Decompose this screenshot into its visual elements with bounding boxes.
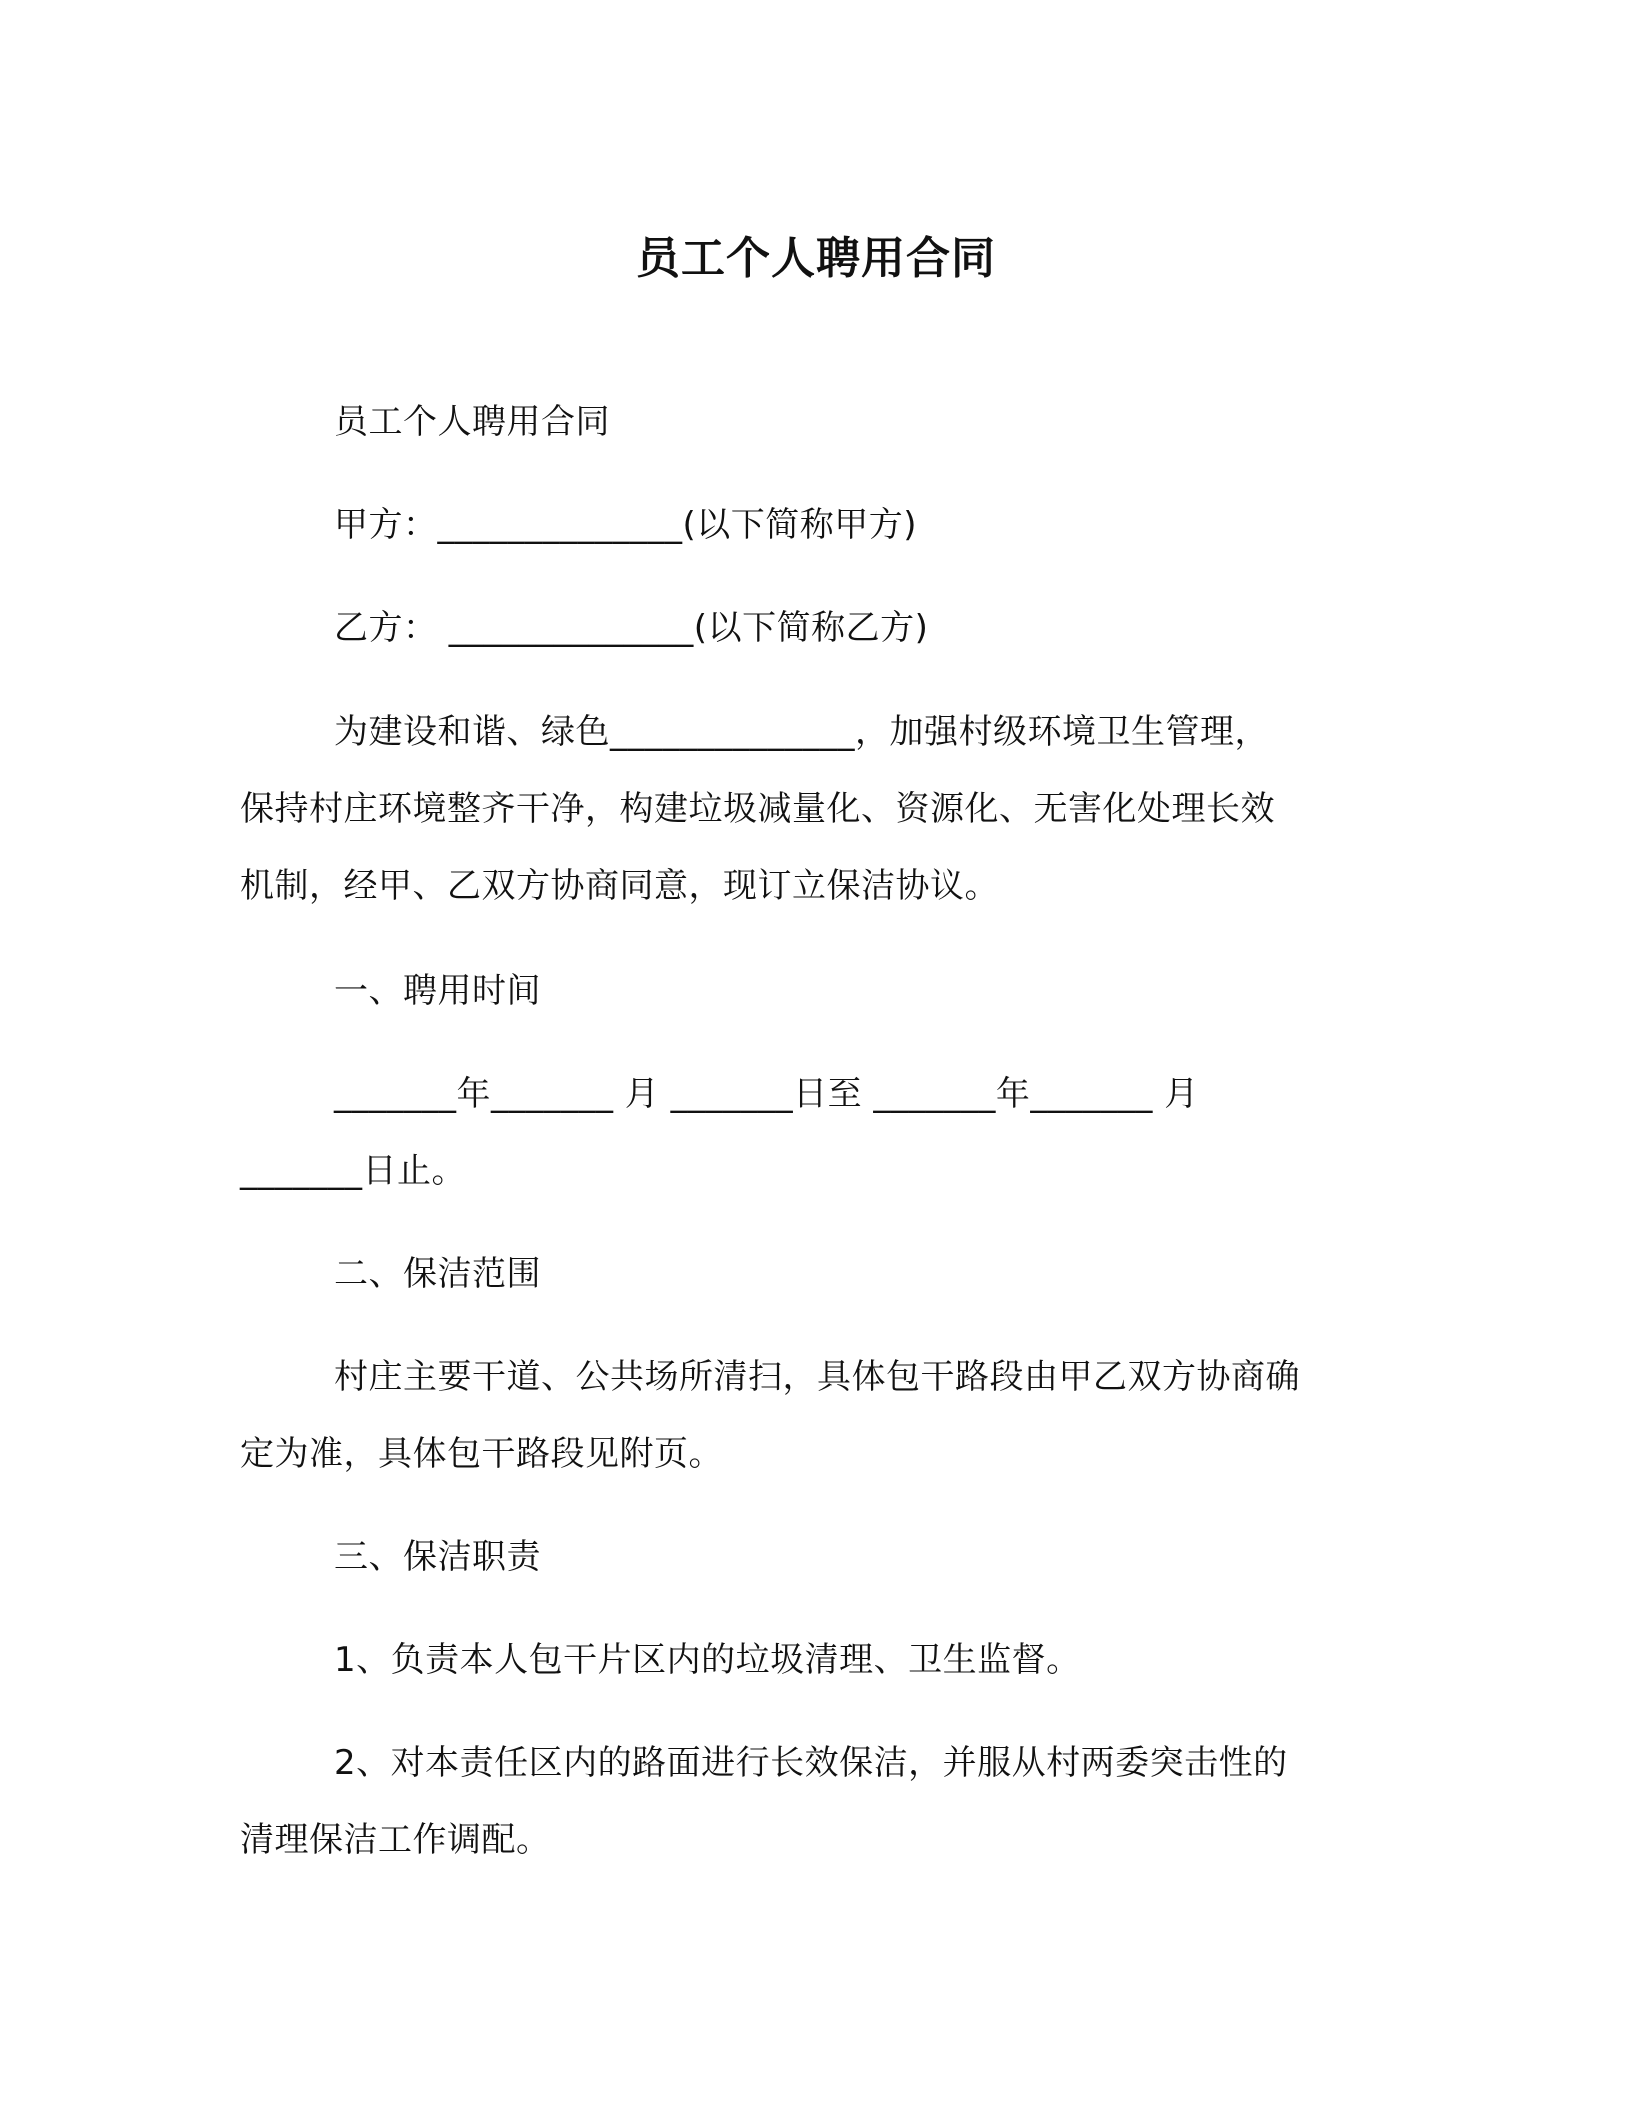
preamble-line-3: 机制，经甲、乙双方协商同意，现订立保洁协议。 xyxy=(240,866,999,906)
subtitle-line: 员工个人聘用合同 xyxy=(334,402,610,442)
section-3-heading: 三、保洁职责 xyxy=(334,1537,541,1577)
duty-2-line-1: 2、对本责任区内的路面进行长效保洁，并服从村两委突击性的 xyxy=(334,1743,1288,1783)
section-1-heading: 一、聘用时间 xyxy=(334,971,541,1011)
preamble-line-2: 保持村庄环境整齐干净，构建垃圾减量化、资源化、无害化处理长效 xyxy=(240,789,1275,829)
party-b-line: 乙方： ______________(以下简称乙方) xyxy=(334,608,929,648)
employment-period-line-2: _______日止。 xyxy=(240,1151,466,1191)
document-title: 员工个人聘用合同 xyxy=(636,233,996,284)
duty-1-line: 1、负责本人包干片区内的垃圾清理、卫生监督。 xyxy=(334,1640,1081,1680)
section-2-heading: 二、保洁范围 xyxy=(334,1254,541,1294)
party-a-line: 甲方：______________(以下简称甲方) xyxy=(334,505,918,545)
preamble-line-1: 为建设和谐、绿色______________，加强村级环境卫生管理， xyxy=(334,712,1269,752)
cleaning-scope-line-2: 定为准，具体包干路段见附页。 xyxy=(240,1434,723,1474)
cleaning-scope-line-1: 村庄主要干道、公共场所清扫，具体包干路段由甲乙双方协商确 xyxy=(334,1357,1300,1397)
duty-2-line-2: 清理保洁工作调配。 xyxy=(240,1820,551,1860)
employment-period-line-1: _______年_______ 月 _______日至 _______年_______ 月 xyxy=(334,1074,1199,1114)
